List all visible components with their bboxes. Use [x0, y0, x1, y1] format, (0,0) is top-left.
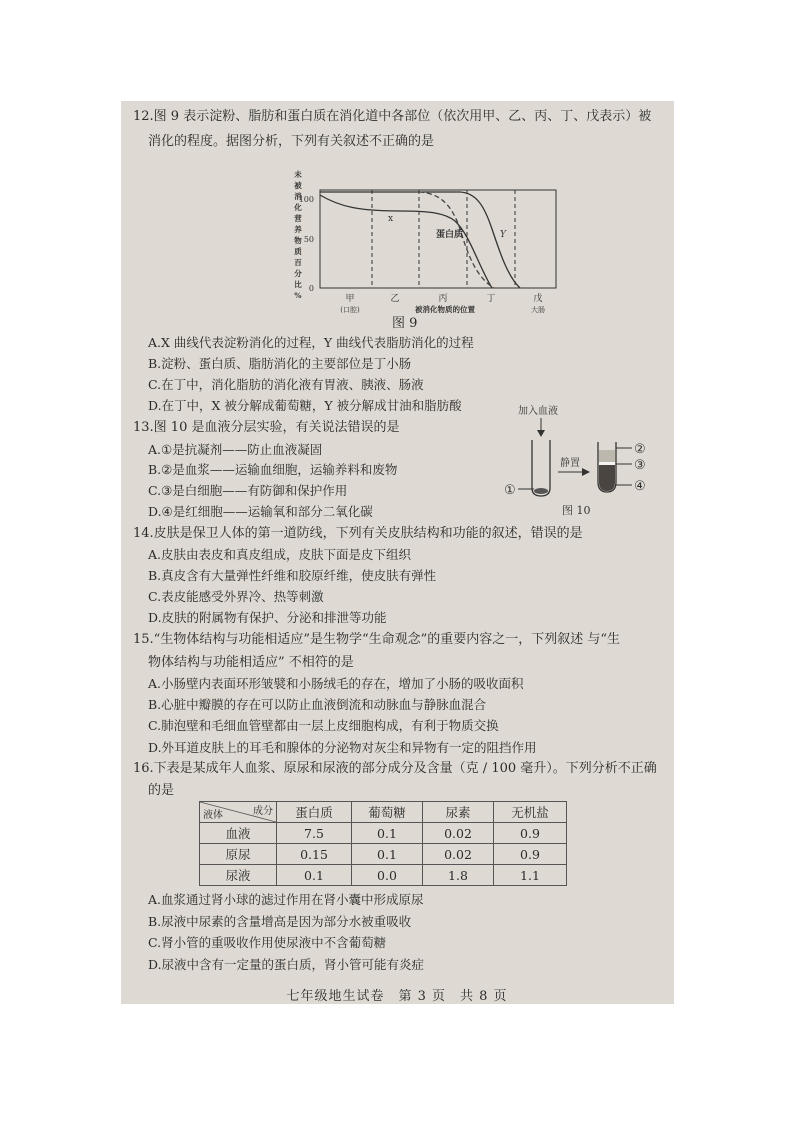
- q13-stem: 13.图 10 是血液分层实验，有关说法错误的是: [133, 420, 400, 435]
- q15-option-b: B.心脏中瓣膜的存在可以防止血液倒流和动脉血与静脉血混合: [148, 697, 487, 712]
- region-jia-sub: (口腔): [340, 306, 360, 314]
- y-axis-label-char: 养: [294, 225, 302, 234]
- q14-option-b: B.真皮含有大量弹性纤维和胶原纤维，使皮肤有弹性: [148, 568, 437, 583]
- q14-stem: 14.皮肤是保卫人体的第一道防线，下列有关皮肤结构和功能的叙述，错误的是: [133, 526, 583, 541]
- q12-option-d: D.在丁中，X 被分解成葡萄糖，Y 被分解成甘油和脂肪酸: [148, 398, 462, 413]
- table-cell: 0.0: [352, 865, 423, 886]
- anticoagulant: [534, 488, 548, 494]
- curve-protein-label: 蛋白质: [436, 230, 464, 240]
- table-header-row: [200, 802, 567, 823]
- page-footer: 七年级地生试卷 第 3 页 共 8 页: [286, 989, 508, 1004]
- ytick-0: 0: [308, 284, 314, 293]
- curve-y-label: Y: [500, 230, 506, 240]
- marker-3: ③: [634, 458, 646, 473]
- q12-stem-line1: 12.图 9 表示淀粉、脂肪和蛋白质在消化道中各部位（依次用甲、乙、丙、丁、戊表示）被: [133, 109, 652, 124]
- table-row: [200, 865, 567, 886]
- table-row: [200, 844, 567, 865]
- figure-10-blood-test: [500, 400, 665, 520]
- stand-arrow-head: [582, 468, 590, 476]
- table-corner-cell: [200, 802, 277, 823]
- region-jia: 甲: [345, 294, 355, 304]
- corner-row-label: 液体: [203, 810, 223, 821]
- curve-x-label: x: [388, 214, 394, 224]
- table-cell: 0.1: [277, 865, 352, 886]
- curve-x: [320, 195, 492, 288]
- table-cell: 7.5: [277, 823, 352, 844]
- figure-9-caption: 图 9: [392, 316, 418, 331]
- y-axis-label-char: 未: [294, 170, 302, 179]
- add-arrow-head: [537, 430, 545, 437]
- q13-option-b: B.②是血浆——运输血细胞，运输养料和废物: [148, 462, 398, 477]
- q15-option-d: D.外耳道皮肤上的耳毛和腺体的分泌物对灰尘和异物有一定的阻挡作用: [148, 740, 537, 755]
- q12-option-a: A.X 曲线代表淀粉消化的过程，Y 曲线代表脂肪消化的过程: [148, 335, 474, 350]
- y-axis-label-char: 物: [294, 236, 302, 245]
- white-cell-layer: [599, 462, 615, 465]
- q15-stem-line1: 15.“生物体结构与功能相适应”是生物学“生命观念”的重要内容之一，下列叙述 与“生: [133, 632, 621, 647]
- table-cell: 1.1: [494, 865, 567, 886]
- stand-label: 静置: [560, 458, 580, 469]
- marker-2: ②: [634, 442, 646, 457]
- table-header-cell: 葡萄糖: [352, 802, 423, 823]
- table-cell: 0.1: [352, 823, 423, 844]
- region-bing: 丙: [438, 294, 448, 304]
- table-row-header: 原尿: [200, 844, 277, 865]
- x-axis-label: 被消化物质的位置: [415, 305, 475, 314]
- add-blood-label: 加入血液: [518, 406, 558, 417]
- y-axis-label-char: 被: [294, 181, 302, 190]
- region-ding: 丁: [486, 294, 496, 304]
- q13-option-a: A.①是抗凝剂——防止血液凝固: [148, 442, 323, 457]
- table-header-cell: 无机盐: [494, 802, 567, 823]
- region-wu: 戊: [533, 294, 543, 304]
- q13-option-d: D.④是红细胞——运输氧和部分二氧化碳: [148, 504, 373, 519]
- table-row-header: 血液: [200, 823, 277, 844]
- plasma-layer: [599, 450, 615, 462]
- red-cell-layer: [599, 465, 615, 491]
- marker-4: ④: [634, 479, 646, 494]
- q12-option-c: C.在丁中，消化脂肪的消化液有胃液、胰液、肠液: [148, 377, 424, 392]
- figure-10-caption: 图 10: [562, 504, 591, 517]
- y-axis-label-char: 分: [294, 269, 302, 278]
- region-wu-sub: 大肠: [531, 306, 545, 314]
- ytick-50: 50: [303, 235, 314, 244]
- figure-9-chart: [280, 165, 580, 335]
- table-cell: 0.02: [423, 844, 494, 865]
- y-axis-label-char: %: [294, 291, 302, 300]
- q14-option-a: A.皮肤由表皮和真皮组成，皮肤下面是皮下组织: [148, 547, 412, 562]
- table-cell: 0.02: [423, 823, 494, 844]
- q16-option-d: D.尿液中含有一定量的蛋白质，肾小管可能有炎症: [148, 957, 425, 972]
- table-header-cell: 蛋白质: [277, 802, 352, 823]
- y-axis-label-char: 质: [294, 247, 302, 256]
- table-cell: 0.9: [494, 823, 567, 844]
- table-cell: 1.8: [423, 865, 494, 886]
- q16-option-c: C.肾小管的重吸收作用使尿液中不含葡萄糖: [148, 935, 387, 950]
- q16-stem-line2: 的是: [148, 783, 175, 798]
- corner-col-label: 成分: [253, 806, 273, 817]
- q13-option-c: C.③是白细胞——有防御和保护作用: [148, 483, 348, 498]
- y-axis-label-char: 化: [294, 203, 302, 212]
- q16-stem-line1: 16.下表是某成年人血浆、原尿和尿液的部分成分及含量（克 / 100 毫升）。下列分析不正确: [133, 761, 657, 776]
- q16-table: [199, 801, 567, 886]
- region-yi: 乙: [390, 294, 400, 304]
- y-axis-label-char: 比: [294, 280, 302, 289]
- q16-option-b: B.尿液中尿素的含量增高是因为部分水被重吸收: [148, 914, 412, 929]
- tube-left: [532, 440, 550, 496]
- y-axis-label-char: 消: [294, 192, 302, 201]
- q16-option-a: A.血浆通过肾小球的滤过作用在肾小囊中形成原尿: [148, 892, 424, 907]
- y-axis-label-char: 百: [294, 258, 302, 267]
- q14-option-d: D.皮肤的附属物有保护、分泌和排泄等功能: [148, 610, 387, 625]
- q15-option-c: C.肺泡壁和毛细血管壁都由一层上皮细胞构成，有利于物质交换: [148, 718, 499, 733]
- q14-option-c: C.表皮能感受外界冷、热等刺激: [148, 589, 324, 604]
- table-header-cell: 尿素: [423, 802, 494, 823]
- q15-stem-line2: 物体结构与功能相适应” 不相符的是: [148, 655, 354, 670]
- table-cell: 0.1: [352, 844, 423, 865]
- q12-option-b: B.淀粉、蛋白质、脂肪消化的主要部位是丁小肠: [148, 356, 412, 371]
- table-row: [200, 823, 567, 844]
- q15-option-a: A.小肠壁内表面环形皱襞和小肠绒毛的存在，增加了小肠的吸收面积: [148, 676, 524, 691]
- table-cell: 0.9: [494, 844, 567, 865]
- q12-stem-line2: 消化的程度。据图分析，下列有关叙述不正确的是: [148, 134, 435, 149]
- table-cell: 0.15: [277, 844, 352, 865]
- ytick-100: 100: [298, 195, 314, 204]
- marker-1: ①: [504, 483, 516, 498]
- table-row-header: 尿液: [200, 865, 277, 886]
- y-axis-label: [293, 169, 302, 300]
- y-axis-label-char: 营: [294, 214, 302, 223]
